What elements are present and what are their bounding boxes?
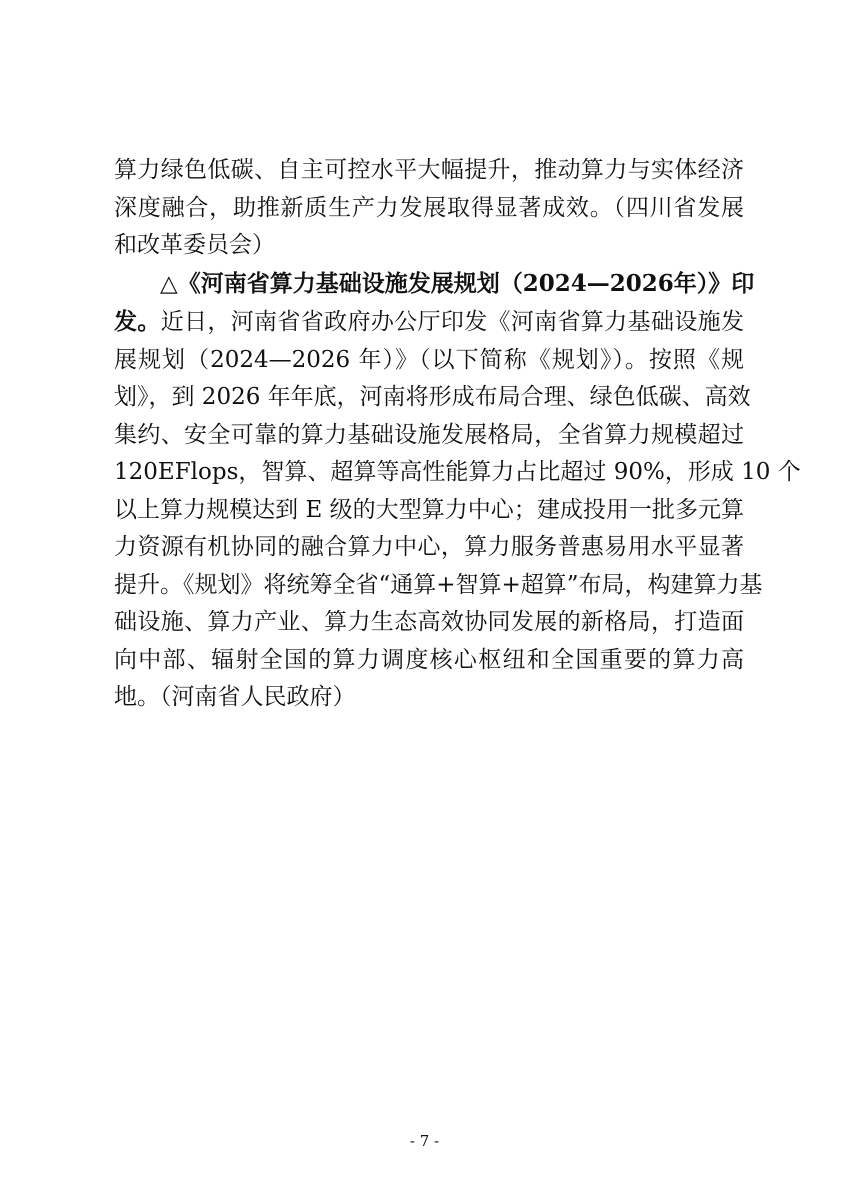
text-line	[114, 303, 744, 342]
body-text	[114, 152, 801, 717]
text-line: 算力绿色低碳、自主可控水平大幅提升，推动算力与实体经济	[114, 157, 744, 183]
headline-title-end: 发。	[114, 308, 161, 335]
text-line: 力资源有机协同的融合算力中心，算力服务普惠易用水平显著	[114, 534, 744, 560]
text-line: 础设施、算力产业、算力生态高效协同发展的新格局，打造面	[114, 609, 744, 635]
text-line: 地。（河南省人民政府）	[114, 684, 356, 710]
page-number: - 7 -	[409, 1132, 440, 1150]
paragraph-henan	[114, 265, 801, 717]
text-segment: 近日，河南省省政府办公厅印发《河南省算力基础设施发	[160, 309, 745, 335]
text-line: 集约、安全可靠的算力基础设施发展格局，全省算力规模超过	[114, 421, 744, 448]
headline-line	[114, 265, 755, 304]
text-line: 向中部、辐射全国的算力调度核心枢纽和全国重要的算力高	[114, 646, 744, 673]
text-line: 以上算力规模达到 E 级的大型算力中心；建成投用一批多元算	[114, 496, 744, 523]
headline-title: △《河南省算力基础设施发展规划（2024—2026年）》印	[160, 269, 755, 297]
text-line: 120EFlops，智算、超算等高性能算力占比超过 90%，形成 10 个	[114, 459, 801, 485]
text-line: 和改革委员会）	[114, 232, 275, 258]
text-line: 深度融合，助推新质生产力发展取得显著成效。（四川省发展	[114, 194, 744, 221]
text-line: 划》，到 2026 年年底，河南将形成布局合理、绿色低碳、高效	[114, 384, 751, 410]
text-line: 展规划（2024—2026 年）》（以下简称《规划》）。按照《规	[114, 346, 744, 373]
paragraph-sichuan	[114, 152, 744, 265]
text-line: 提升。《规划》将统筹全省“通算+智算+超算”布局，构建算力基	[114, 571, 763, 598]
